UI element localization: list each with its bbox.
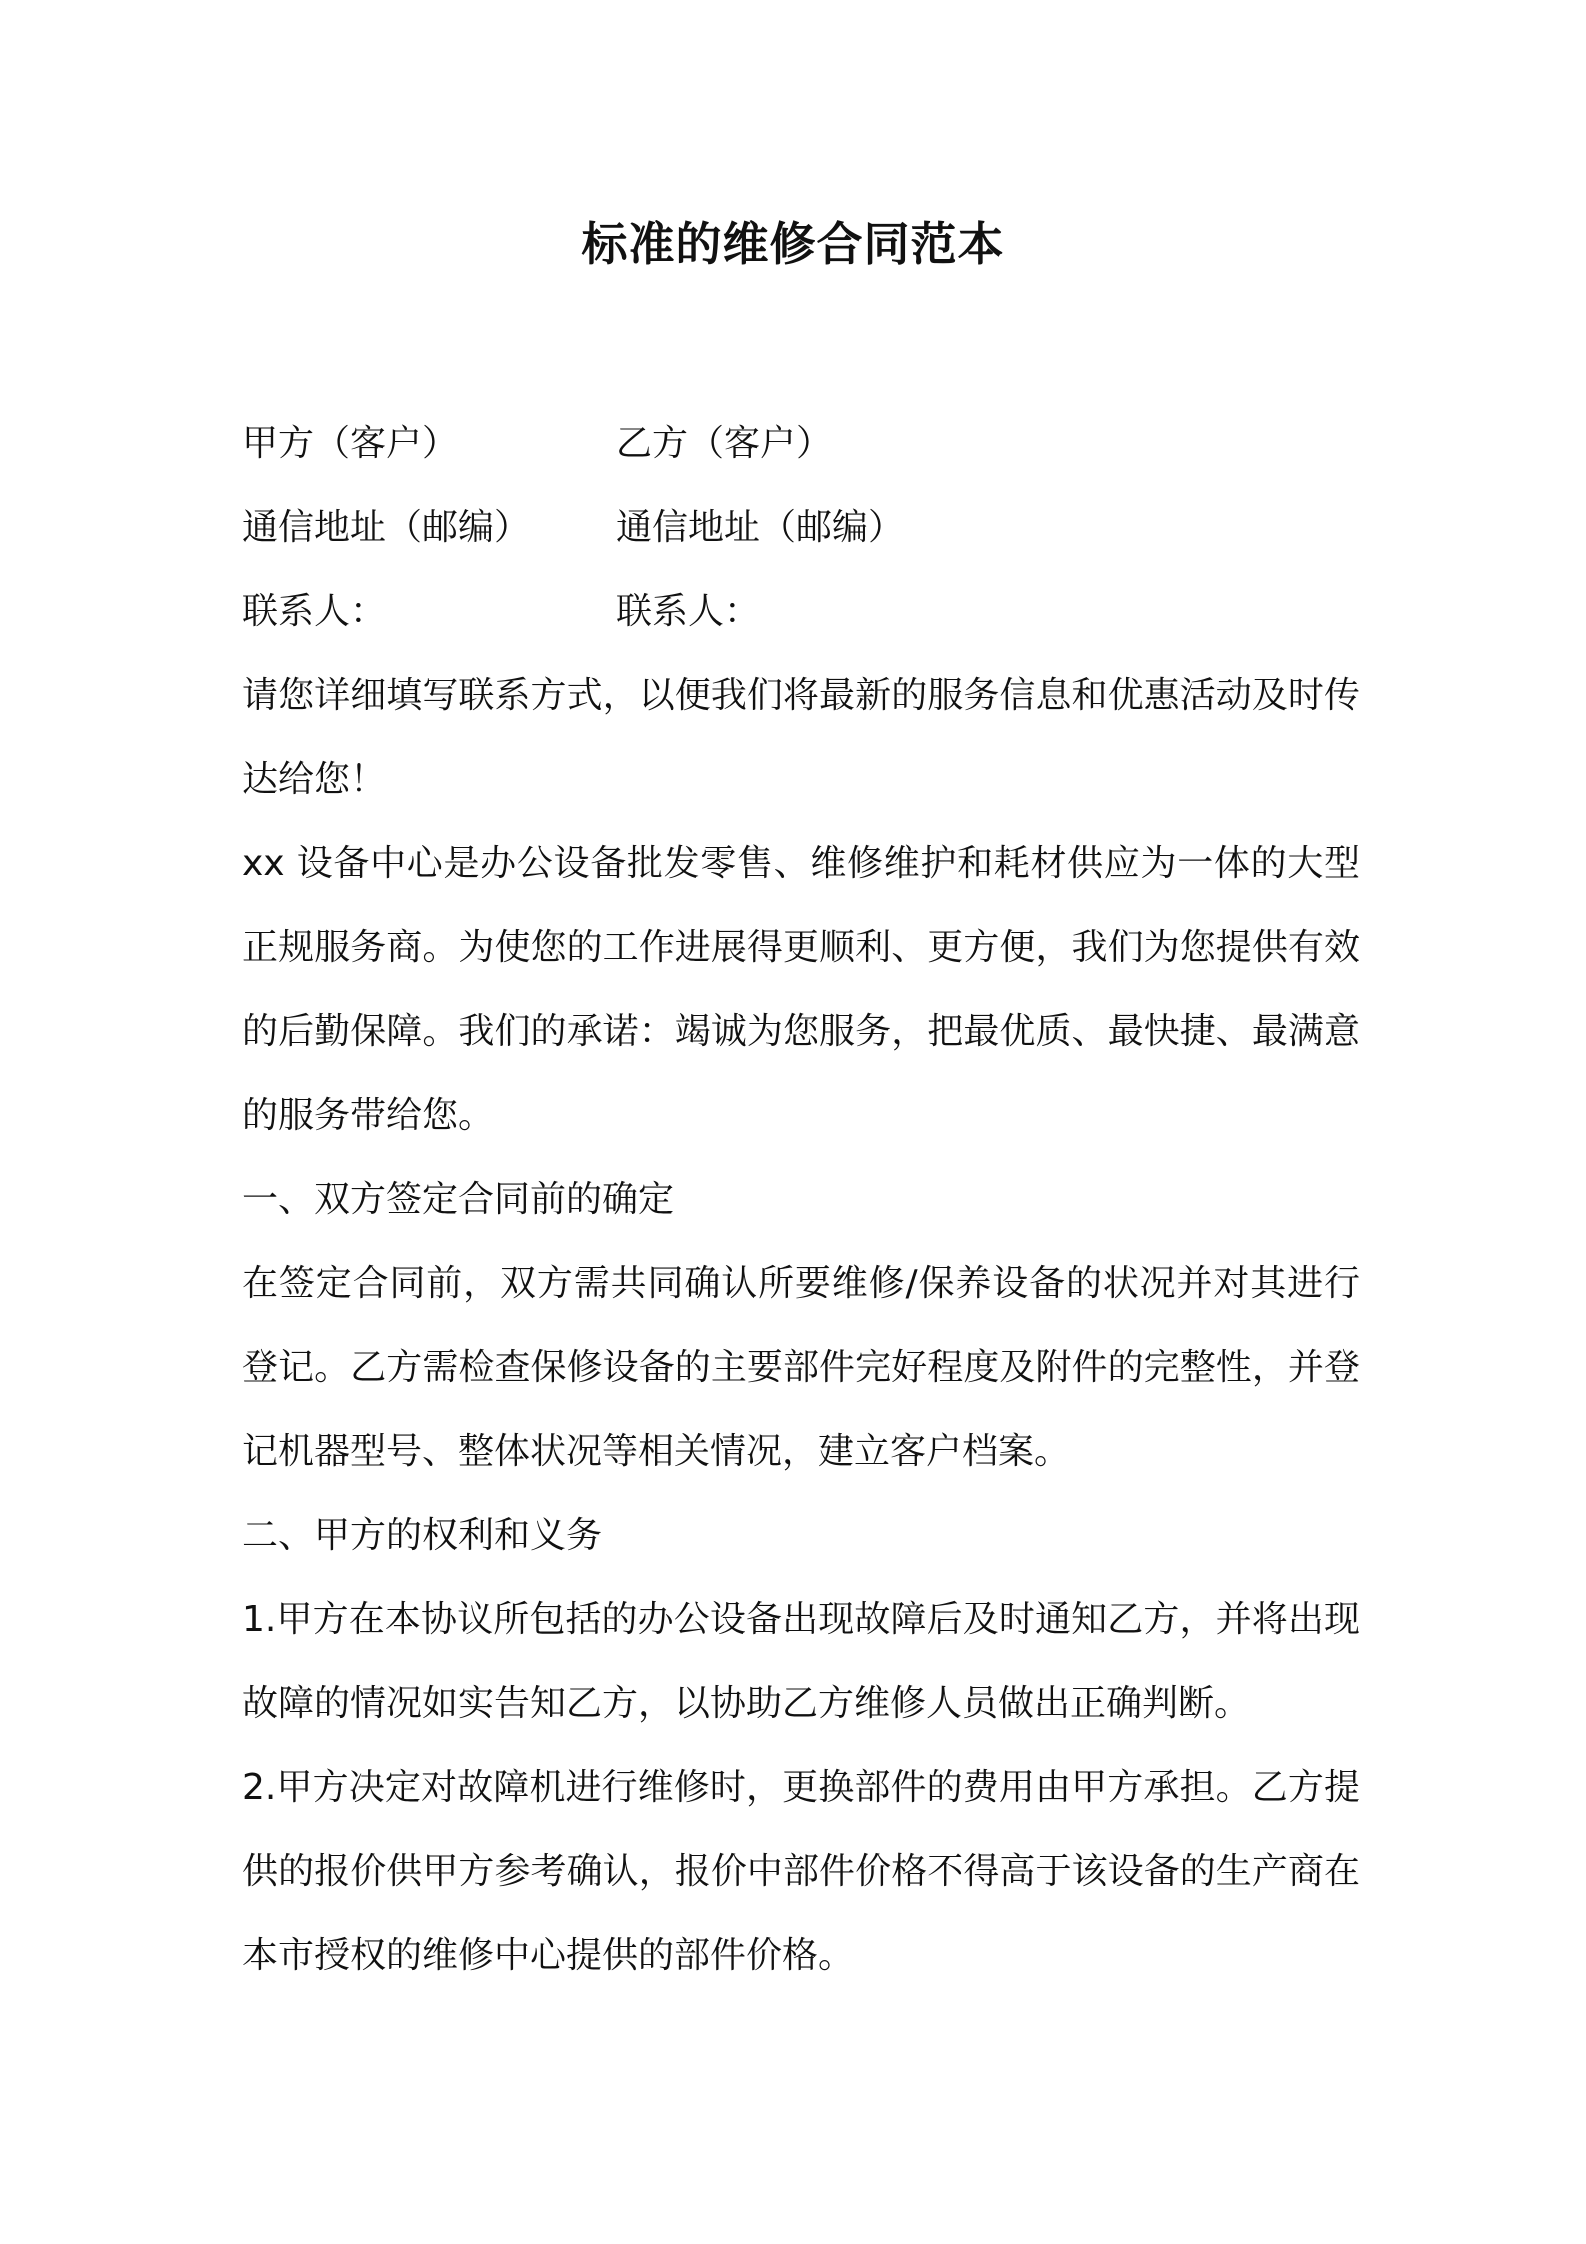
section-2-item-1: 1.甲方在本协议所包括的办公设备出现故障后及时通知乙方，并将出现故障的情况如实告知乙方，以协助乙方维修人员做出正确判断。: [242, 1599, 1360, 1724]
document-body: [242, 402, 1360, 1998]
document-title: 标准的维修合同范本: [581, 217, 1005, 271]
party-row-name: [242, 402, 1360, 486]
party-b-contact-label: 联系人：: [616, 591, 761, 632]
section-1-paragraph: 在签定合同前，双方需共同确认所要维修/保养设备的状况并对其进行登记。乙方需检查保修设备的主要部件完好程度及附件的完整性，并登记机器型号、整体状况等相关情况，建立客户档案。: [242, 1263, 1360, 1472]
intro-paragraph: xx 设备中心是办公设备批发零售、维修维护和耗材供应为一体的大型正规服务商。为使您的工作进展得更顺利、更方便，我们为您提供有效的后勤保障。我们的承诺：竭诚为您服务，把最优质、最快捷、最满意的服务带给您。: [242, 843, 1360, 1136]
section-2-item-2: 2.甲方决定对故障机进行维修时，更换部件的费用由甲方承担。乙方提供的报价供甲方参考确认，报价中部件价格不得高于该设备的生产商在本市授权的维修中心提供的部件价格。: [242, 1767, 1360, 1976]
party-a-name-label: 甲方（客户）: [242, 423, 459, 464]
party-row-contact: [242, 570, 1360, 654]
notice-paragraph: 请您详细填写联系方式，以便我们将最新的服务信息和优惠活动及时传达给您！: [242, 675, 1360, 800]
party-b-name-label: 乙方（客户）: [616, 423, 833, 464]
party-a-address-label: 通信地址（邮编）: [242, 507, 531, 548]
party-b-address-label: 通信地址（邮编）: [616, 507, 905, 548]
party-a-contact-label: 联系人：: [242, 591, 387, 632]
section-heading-1: 一、双方签定合同前的确定: [242, 1179, 675, 1220]
party-row-address: [242, 486, 1360, 570]
section-heading-2: 二、甲方的权利和义务: [242, 1515, 603, 1556]
